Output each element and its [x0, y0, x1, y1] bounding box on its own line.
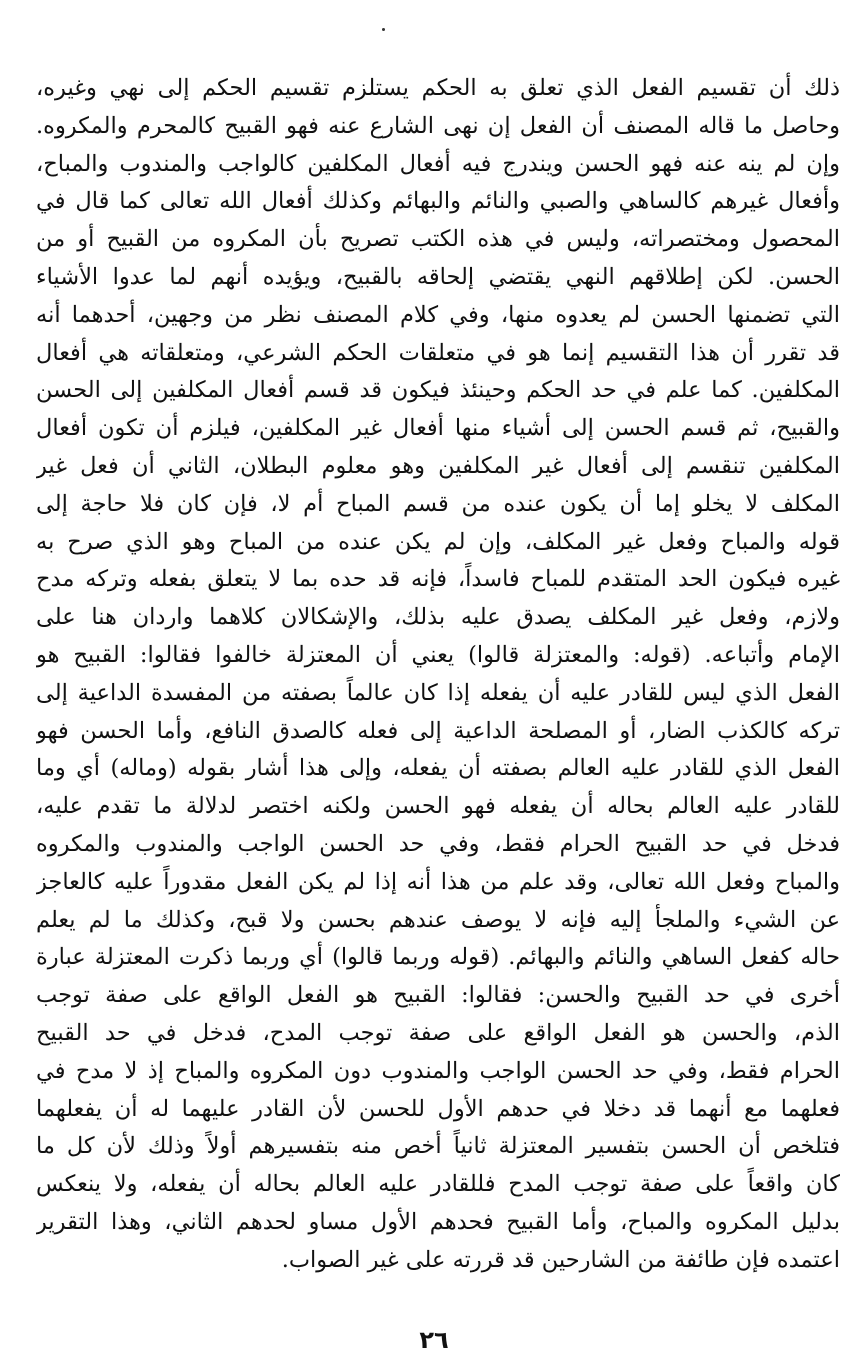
text-line: حاله كفعل الساهي والنائم والبهائم. (قوله وربما قالوا) أي وربما ذكرت المعتزلة عبارة: [36, 944, 840, 971]
body-text: [36, 70, 840, 1280]
text-line: الحرام فقط، وفي حد الحسن الواجب والمندوب دون المكروه والمباح إذ لا مدح في: [36, 1057, 840, 1084]
text-line: كان واقعاً على صفة توجب المدح فللقادر عليه العالم بحاله أن يفعله، ولا ينعكس: [36, 1171, 840, 1198]
text-line: بدليل المكروه والمباح، وأما القبيح فحدهم الأول مساو لحدهم الثاني، وهذا التقرير: [36, 1208, 840, 1235]
text-line: عن الشيء والملجأ إليه فإنه لا يوصف عندهم بحسن ولا قبح، وكذلك ما لم يعلم: [36, 906, 840, 933]
text-line: وإن لم ينه عنه فهو الحسن ويندرج فيه أفعال المكلفين كالواجب والمندوب والمباح،: [36, 150, 840, 177]
text-line: الإمام وأتباعه. (قوله: والمعتزلة قالوا) يعني أن المعتزلة خالفوا فقالوا: القبيح هو: [36, 641, 840, 668]
text-line: المكلفين. كما علم في حد الحكم وحينئذ فيكون قد قسم أفعال المكلفين إلى الحسن: [36, 377, 840, 404]
text-line: ولازم، وفعل غير المكلف يصدق عليه بذلك، والإشكالان كلاهما واردان هنا على: [36, 604, 840, 631]
text-line: أخرى في حد القبيح والحسن: فقالوا: القبيح هو الفعل الواقع على صفة توجب: [36, 982, 840, 1009]
text-line: المكلف لا يخلو إما أن يكون عنده من قسم المباح أم لا، فإن كان فلا حاجة إلى: [36, 490, 840, 517]
text-line: والمباح وفعل الله تعالى، وقد علم من هذا أنه إذا لم يكن الفعل مقدوراً عليه كالعاجز: [36, 868, 840, 895]
text-line: وأفعال غيرهم كالساهي والصبي والنائم والبهائم وكذلك أفعال الله تعالى كما قال في: [36, 188, 840, 215]
text-line: وحاصل ما قاله المصنف أن الفعل إن نهى الشارع عنه فهو القبيح كالمحرم والمكروه.: [36, 112, 840, 139]
text-line: المحصول ومختصراته، وليس في هذه الكتب تصريح بأن المكروه من القبيح أو من: [36, 226, 840, 253]
text-line: الفعل الذي ليس للقادر عليه أن يفعله إذا كان عالماً بصفته من المفسدة الداعية إلى: [36, 679, 840, 706]
text-line: قوله والمباح وفعل غير المكلف، وإن لم يكن عنده من المباح وهو الذي صرح به: [36, 528, 840, 555]
text-line: تركه كالكذب الضار، أو المصلحة الداعية إلى فعله كالصدق النافع، وأما الحسن فهو: [36, 717, 840, 744]
text-line: الفعل الذي للقادر عليه العالم بصفته أن يفعله، وإلى هذا أشار بقوله (وماله) أي وما: [36, 755, 840, 782]
text-line: فدخل في حد القبيح الحرام فقط، وفي حد الحسن الواجب والمندوب والمكروه: [36, 830, 840, 857]
text-line: والقبيح، ثم قسم الحسن إلى أشياء منها أفعال غير المكلفين، فيلزم أن تكون أفعال: [36, 415, 840, 442]
text-line: ذلك أن تقسيم الفعل الذي تعلق به الحكم يستلزم تقسيم الحكم إلى نهي وغيره،: [36, 75, 840, 101]
text-line: التي تضمنها الحسن لم يعدوه منها، وفي كلام المصنف نظر من وجهين، أحدهما أنه: [36, 301, 840, 328]
text-line: قد تقرر أن هذا التقسيم إنما هو في متعلقات الحكم الشرعي، ومتعلقاته هي أفعال: [36, 339, 840, 366]
text-line: غيره فيكون الحد المتقدم للمباح فاسداً، فإنه قد حده بما لا يتعلق بفعله وتركه مدح: [36, 566, 840, 593]
text-line: فعلهما مع أنهما قد دخلا في حدهم الأول للحسن لأن القادر عليهما له أن يفعلهما: [36, 1095, 840, 1122]
text-line: فتلخص أن الحسن بتفسير المعتزلة ثانياً أخص منه بتفسيرهم أولاً وذلك لأن كل ما: [36, 1133, 840, 1160]
text-line: الذم، والحسن هو الفعل الواقع على صفة توجب المدح، فدخل في حد القبيح: [36, 1019, 840, 1046]
text-line: للقادر عليه العالم بحاله أن يفعله فهو الحسن ولكنه اختصر لدلالة ما تقدم عليه،: [36, 793, 840, 820]
page-mark: [382, 28, 385, 31]
page-number: ٢٦: [419, 1326, 449, 1354]
text-line: الحسن. لكن إطلاقهم النهي يقتضي إلحاقه بالقبيح، ويؤيده أنهم لما عدوا الأشياء: [36, 263, 840, 290]
text-line: اعتمده فإن طائفة من الشارحين قد قررته على غير الصواب.: [281, 1246, 840, 1273]
text-line: المكلفين تنقسم إلى أفعال غير المكلفين وهو معلوم البطلان، الثاني أن فعل غير: [36, 452, 840, 479]
